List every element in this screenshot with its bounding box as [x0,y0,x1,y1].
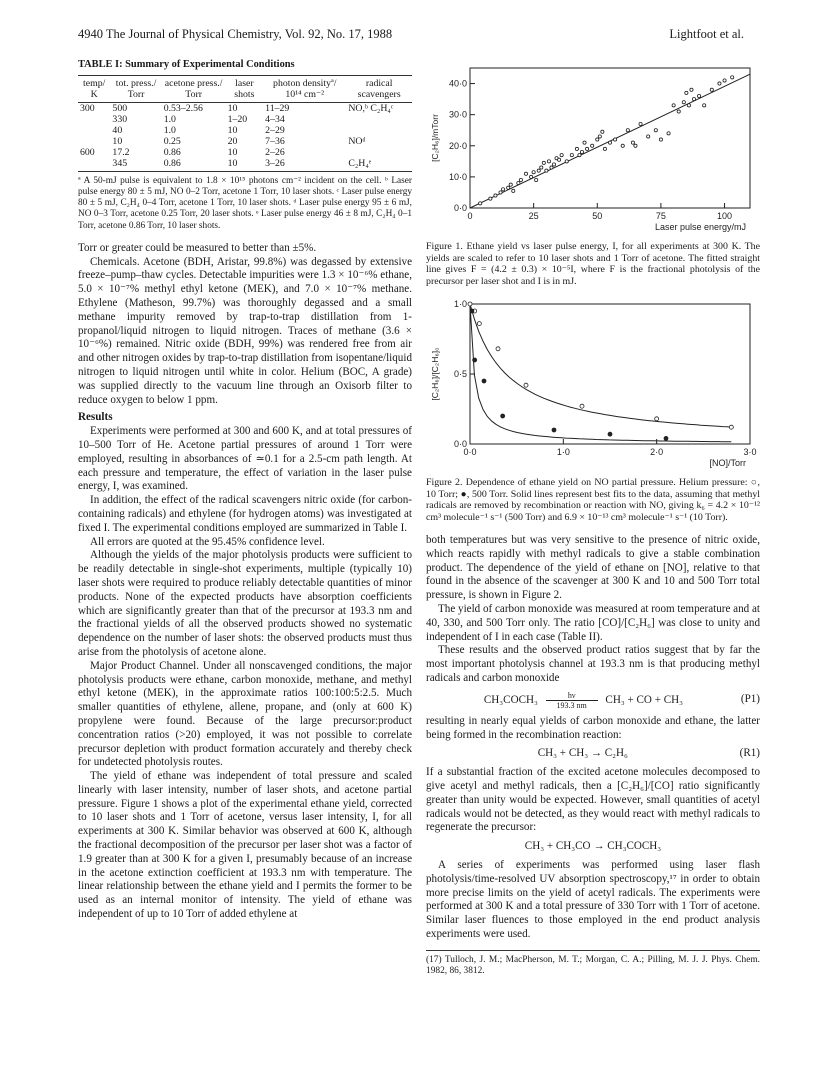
data-point [718,82,721,85]
table-header: photon densityª/ 10¹⁴ cm⁻² [263,75,346,100]
data-point [626,129,629,132]
table-header: temp/ K [78,75,110,100]
data-point [710,88,713,91]
data-point [499,191,502,194]
paragraph: Major Product Channel. Under all nonscavenged conditions, the major photolysis products were ethane, carbon monoxide, methane, and methyl ethyl ketone (MEK), in the approximate ratios 100:100:5:2.5. Much smaller quantities of ethylene, allene, propane, and (only at 600 K) propylene were found. Because of the large precursor:product concentration ratios (>20) employed, it was not possible to correlate precursor depletion with product formation accurately and thereby check for undetected photolysis routes. [78,659,412,769]
x-tick-label: 50 [592,211,603,221]
y-tick-label: 30·0 [448,109,467,120]
equation-3 [426,840,760,854]
figure-2 [426,294,760,477]
table-header: radical scavengers [346,75,412,100]
x-tick-label: 25 [528,211,539,221]
x-axis-label: [NO]/Torr [709,457,746,468]
data-point [729,425,733,429]
data-point [672,104,675,107]
data-point [580,150,583,153]
data-point [703,104,706,107]
data-point [613,138,616,141]
eq1-arrow-top: hν [567,690,576,700]
table-row: 40 1.0 10 2–29 [112,124,285,136]
data-point [583,141,586,144]
x-tick-label: 2·0 [650,446,664,457]
figure-2-chart [426,294,760,472]
paragraph: A series of experiments was performed using laser flash photolysis/time-resolved UV absorption spectroscopy,¹⁷ in order to obtain more precise limits on the yield of acetyl radicals. The experiments were performed at 300 K and a total pressure of 330 Torr with 1 Torr of acetone. Similar laser fluences to those employed in the end product analysis experiments were used. [426,858,760,940]
data-point [494,194,497,197]
data-point [723,79,726,82]
paragraph: These results and the observed product ratios suggest that by far the most important photolysis channel at 193.3 nm is that producing methyl radicals and carbon monoxide [426,644,760,684]
paragraph: Torr or greater could be measured to better than ±5%. [78,241,317,254]
y-tick-label: 0·5 [453,368,467,379]
data-point [608,432,612,436]
data-point [608,141,611,144]
table-title: TABLE I: Summary of Experimental Conditions [78,59,295,70]
paragraph: Experiments were performed at 300 and 600 K, and at total pressures of 10–500 Torr of He. Acetone partial pressures of around 1 Torr were employed, resulting in absorbances of ≃0.1 for a 2.5-cm path length. At each pressure and temperature, the effect of variation in the laser pulse energy, I, was examined. [78,425,412,493]
data-point [598,135,601,138]
data-point [545,169,548,172]
data-point [682,101,685,104]
y-tick-label: 20·0 [448,140,467,151]
paragraph: All errors are quoted at the 95.45% confidence level. [90,535,325,548]
data-point [731,76,734,79]
data-point [542,161,545,164]
y-axis-label: [C₂H₆]/[C₂H₆]₀ [430,347,440,401]
data-point [470,309,474,313]
figure-1-chart [426,58,760,236]
data-point [509,183,512,186]
y-tick-label: 40·0 [448,78,467,89]
figure-1 [426,58,760,241]
data-point [575,147,578,150]
y-tick-label: 1·0 [453,298,467,309]
data-point [685,91,688,94]
running-header-right: Lightfoot et al. [669,27,744,41]
eq1-arrow-bottom: 193.3 nm [556,700,587,710]
eq1-right: CH₃ + CO + CH₃ [605,693,683,706]
right-column [426,58,760,977]
table-header: laser shots [226,75,264,100]
data-point [601,130,604,133]
table-row: 10 0.25 20 7–36 NOᵈ [112,135,366,147]
paragraph: resulting in nearly equal yields of carbon monoxide and ethane, the latter being formed in the recombination reaction: [426,714,760,741]
conditions-table [78,75,412,172]
y-tick-label: 0·0 [453,438,467,449]
data-point [482,379,486,383]
table-row: 345 0.86 10 3–26 C₂H₄ᵉ [78,158,412,172]
x-tick-label: 75 [655,211,666,221]
data-point [634,144,637,147]
data-point [659,138,662,141]
table-row: 330 1.0 1–20 4–34 [112,113,285,125]
data-point [540,166,543,169]
data-point [552,163,555,166]
eq1-left: CH₃COCH₃ [483,693,538,706]
data-point [529,175,532,178]
fit-curve-500-torr [470,304,731,442]
data-point [690,88,693,91]
data-point [667,132,670,135]
data-point [537,169,540,172]
eq1-label: (P1) [740,693,760,706]
data-point [489,197,492,200]
data-point [570,154,573,157]
figure-2-caption: Figure 2. Dependence of ethane yield on NO partial pressure. Helium pressure: ○, 10 Torr; ●, 500 Torr. Solid lines represent best fits to the data, assuming that methyl radicals are removed by recombination or reaction with NO, giving k₆ = 4.2 × 10⁻¹² cm³ molecule⁻¹ s⁻¹ (500 Torr) and 6.9 × 10⁻¹³ cm³ molecule⁻¹ s⁻¹ (10 Torr). [426,476,760,524]
data-point [692,98,695,101]
x-tick-label: 3·0 [743,446,757,457]
data-point [524,172,527,175]
reference: (17) Tulloch, J. M.; MacPherson, M. T.; Morgan, C. A.; Pilling, M. J. J. Phys. Chem. 1982, 86, 3812. [426,950,760,977]
data-point [479,202,482,205]
data-point [468,302,472,306]
x-axis-label: Laser pulse energy/mJ [654,222,746,232]
data-point [631,141,634,144]
table-header: tot. press./ Torr [110,75,161,100]
table-row: 300 500 0.53–2.56 10 11–29 NO,ᵇ C₂H₄ᶜ [80,102,394,114]
paragraph: Chemicals. Acetone (BDH, Aristar, 99.8%) was degassed by extensive freeze–pump–thaw cycles. Detectable impurities were 1.3 × 10⁻⁶% ethane, 5.0 × 10⁻⁷% methyl ethyl ketone (MEK), and 7.0 × 10⁻⁷% methane. Ethylene (Matheson, 99.7%) was thoroughly degassed and a small methane impurity removed by trap-to-trap distillation from 1-propanol/liquid nitrogen to liquid nitrogen. Traces of methane (3.6 × 10⁻⁶%) remained. Nitric oxide (BDH, 99%) was rendered free from air and other nitrogen oxides by trap-to-trap distillation from isopentane/liquid nitrogen to liquid nitrogen until white in color. Helium (BOC, A grade) was supplied directly to the vacuum line through an Oxisorb filter to reduce oxygen to below 1 ppm. [78,255,412,406]
data-point [565,160,568,163]
data-point [655,417,659,421]
data-point [473,358,477,362]
plot-frame [470,304,750,444]
fit-curve-10-torr [470,304,731,427]
data-point [578,154,581,157]
data-point [647,135,650,138]
running-header-left: 4940 The Journal of Physical Chemistry, Vol. 92, No. 17, 1988 [78,27,393,41]
figure-1-caption: Figure 1. Ethane yield vs laser pulse energy, I, for all experiments at 300 K. The yields are scaled to refer to 10 laser shots and 1 Torr of acetone. The fitted straight line gives F = (4.2 ± 0.3) × 10⁻⁵I, where F is the fractional photolysis of the precursor per laser shot and I is in mJ. [426,240,760,288]
equation-p1 [426,691,760,710]
data-point [687,104,690,107]
equation-r1 [426,747,760,761]
data-point [585,147,588,150]
x-tick-label: 0 [467,211,473,221]
data-point [501,414,505,418]
y-tick-label: 10·0 [448,171,467,182]
data-point [697,94,700,97]
data-point [639,122,642,125]
data-point [560,154,563,157]
paragraph: If a substantial fraction of the excited acetone molecules decomposed to give acetyl and methyl radicals, then a [C₂H₆]/[CO] ratio significantly greater than unity would be expected. However, small quantities of acetyl radicals would not be detected, as they would react with methyl radicals to regenerate the precursor: [426,766,760,834]
table-header: acetone press./ Torr [162,75,226,100]
data-point [552,428,556,432]
eq2-label: (R1) [739,747,760,760]
data-point [664,436,668,440]
data-point [501,188,504,191]
data-point [535,178,538,181]
data-point [524,383,528,387]
x-tick-label: 1·0 [556,446,570,457]
eq2: CH₃ + CH₃ → C₂H₆ [537,747,628,760]
data-point [580,404,584,408]
paragraph: In addition, the effect of the radical scavengers nitric oxide (for carbon-containing radicals) and ethylene (for hydrogen atoms) was investigated at fixed I. The experimental conditions employed are summarized in Table I. [78,494,412,534]
paragraph: The yield of carbon monoxide was measured at room temperature and at 40, 330, and 500 Torr only. The ratio [CO]/[C₂H₆] was close to unity and independent of I in each case (Table II). [426,602,760,643]
data-point [677,110,680,113]
data-point [591,144,594,147]
y-tick-label: 0·0 [453,203,467,213]
plot-frame [470,68,750,208]
data-point [654,129,657,132]
paragraph: The yield of ethane was independent of total pressure and scaled linearly with laser intensity, number of laser shots, and acetone partial pressure. Figure 1 shows a plot of the experimental ethane yield, corrected to 10 laser shots and 1 Torr of acetone, versus laser intensity, I, for all experiments at 300 K. Similar behavior was observed at 600 K, although the fractional decomposition of the precursor per laser shot was a factor of 1.9 greater than at 300 K for a given I, presumably because of an increase in the acetone extinction coefficient at 193.3 nm with temperature. The linear relationship between the ethane yield and I permits the former to be used as an internal monitor of intensity. The yield of ethane was independent of up to 10 Torr of added ethylene at [78,770,412,921]
x-tick-label: 0·0 [463,446,477,457]
paragraph: both temperatures but was very sensitive to the presence of nitric oxide, which reacts rapidly with methyl radicals to give a stable combination product. The dependence of the yield of ethane on [NO], relative to that found in the absence of the scavenger at 300 K and 10 and 500 Torr total pressure, is shown in Figure 2. [426,533,760,602]
data-point [547,160,550,163]
data-point [603,147,606,150]
x-tick-label: 100 [717,211,733,221]
data-point [512,189,515,192]
data-point [519,178,522,181]
eq3: CH₃ + CH₃CO → CH₃COCH₃ [524,840,662,853]
table-footnote: ª A 50-mJ pulse is equivalent to 1.8 × 10¹⁵ photons cm⁻² incident on the cell. ᵇ Laser pulse energy 80 ± 5 mJ, NO 0–2 Torr, acetone 1 Torr, 10 laser shots. ᶜ Laser pulse energy 80 ± 5 mJ, C₂H₄ 0–4 Torr, acetone 1 Torr, 10 laser shots. ᵈ Laser pulse energy 95 ± 6 mJ, NO 0–3 Torr, acetone 0.25 Torr, 20 laser shots. ᵉ Laser pulse energy 46 ± 8 mJ, C₂H₄ 0–1 Torr, acetone 0.86 Torr, 10 laser shots. [78,175,412,231]
data-point [496,347,500,351]
data-point [621,144,624,147]
data-point [596,138,599,141]
data-point [507,186,510,189]
y-axis-label: [C₂H₆]/mTorr [430,114,440,162]
paragraph: Although the yields of the major photolysis products were sufficient to be readily detectable in single-shot experiments, multiple (typically 10) laser shots were required to produce reliably detectable quantities of minor products. None of the expected products have absorption coefficients which are significantly greater than that of the precursor at 193.3 nm and the fractional yields of all the observed products showed no systematic dependence on the number of laser shots: the observed products must thus arise from the photolysis of acetone alone. [78,549,412,658]
section-heading: Results [78,411,113,424]
data-point [550,166,553,169]
data-point [517,182,520,185]
data-point [557,158,560,161]
table-row: 600 17.2 0.86 10 2–26 [80,146,285,158]
data-point [532,171,535,174]
left-column [78,58,412,922]
data-point [477,322,481,326]
